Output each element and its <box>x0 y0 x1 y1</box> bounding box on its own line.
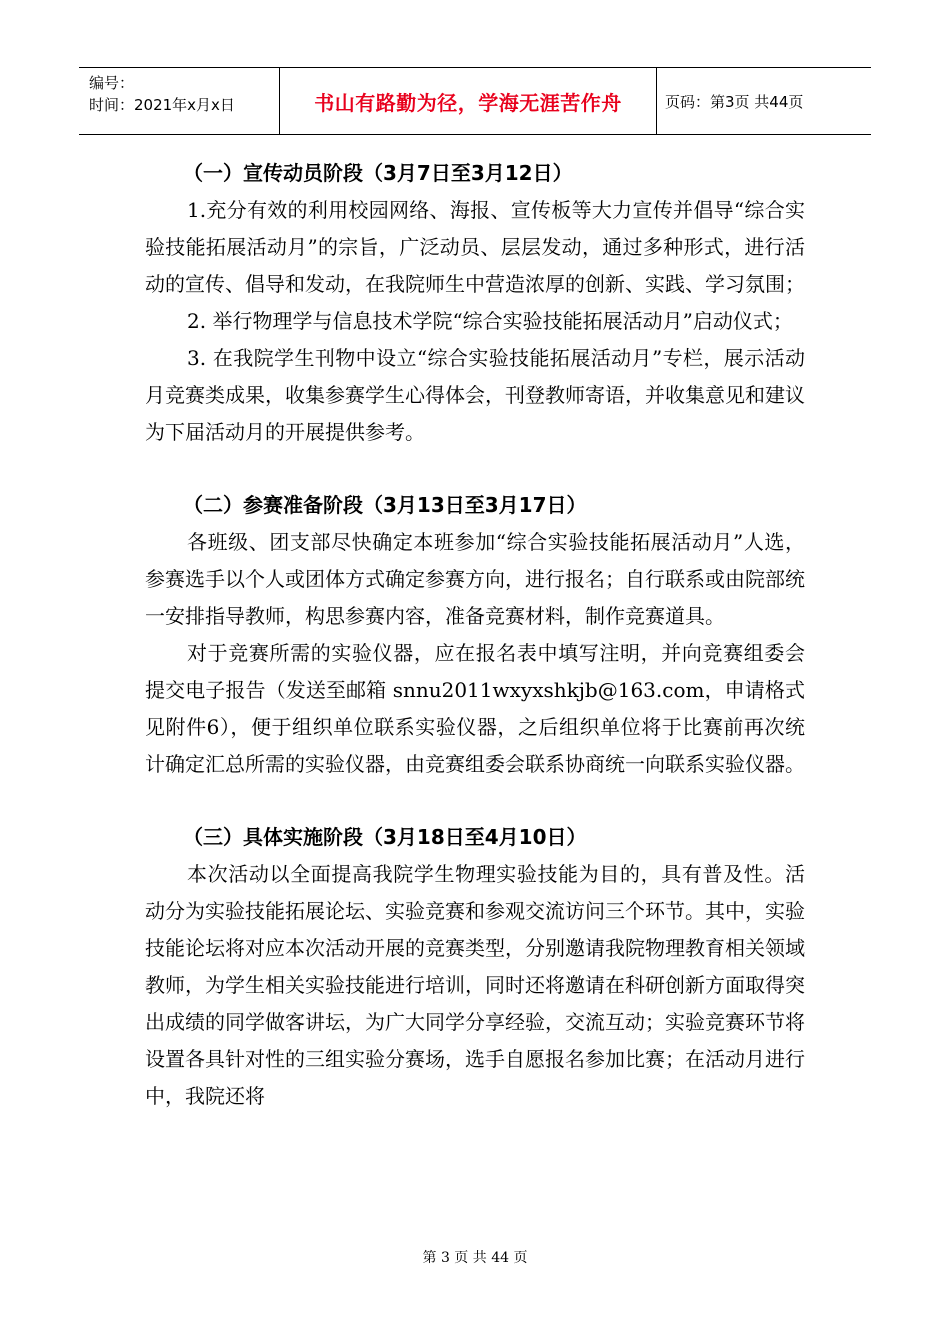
number-label: 编号： <box>89 74 135 92</box>
header-page-info: 页码：第3页 共44页 <box>665 92 804 111</box>
paragraph: 3. 在我院学生刊物中设立“综合实验技能拓展活动月”专栏，展示活动月竞赛类成果，收集参赛学生心得体会，刊登教师寄语，并收集意见和建议为下届活动月的开展提供参考。 <box>145 346 805 444</box>
document-body <box>145 155 805 1115</box>
header-motto: 书山有路勤为径，学海无涯苦作舟 <box>280 68 657 134</box>
paragraph: 本次活动以全面提高我院学生物理实验技能为目的，具有普及性。活动分为实验技能拓展论坛、实验竞赛和参观交流访问三个环节。其中，实验技能论坛将对应本次活动开展的竞赛类型，分别邀请我院物理教育相关领域教师，为学生相关实验技能进行培训，同时还将邀请在科研创新方面取得突出成绩的同学做客讲坛，为广大同学分享经验，交流互动；实验竞赛环节将设置各具针对性的三组实验分赛场，选手自愿报名参加比赛；在活动月进行中，我院还将 <box>145 862 805 1108</box>
section-spacer <box>145 783 805 819</box>
paragraph: 2. 举行物理学与信息技术学院“综合实验技能拓展活动月”启动仪式； <box>187 309 793 333</box>
section-heading: （三）具体实施阶段（3月18日至4月10日） <box>183 825 587 849</box>
document-header <box>79 67 871 135</box>
section-heading: （一）宣传动员阶段（3月7日至3月12日） <box>183 161 573 185</box>
header-meta <box>79 68 280 134</box>
paragraph: 1.充分有效的利用校园网络、海报、宣传板等大力宣传并倡导“综合实验技能拓展活动月”的宗旨，广泛动员、层层发动，通过多种形式，进行活动的宣传、倡导和发动，在我院师生中营造浓厚的创新、实践、学习氛围； <box>145 198 805 296</box>
paragraph: 对于竞赛所需的实验仪器，应在报名表中填写注明，并向竞赛组委会提交电子报告（发送至邮箱 snnu2011wxyxshkjb@163.com，申请格式见附件6），便于组织单位联系实验仪器，之后组织单位将于比赛前再次统计确定汇总所需的实验仪器，由竞赛组委会联系协商统一向联系实验仪器。 <box>145 641 805 776</box>
page-footer: 第 3 页 共 44 页 <box>422 1250 528 1266</box>
time-label: 时间：2021年x月x日 <box>89 96 235 114</box>
paragraph: 各班级、团支部尽快确定本班参加“综合实验技能拓展活动月”人选，参赛选手以个人或团体方式确定参赛方向，进行报名；自行联系或由院部统一安排指导教师，构思参赛内容，准备竞赛材料，制作竞赛道具。 <box>145 530 805 628</box>
section-spacer <box>145 451 805 487</box>
section-heading: （二）参赛准备阶段（3月13日至3月17日） <box>183 493 587 517</box>
